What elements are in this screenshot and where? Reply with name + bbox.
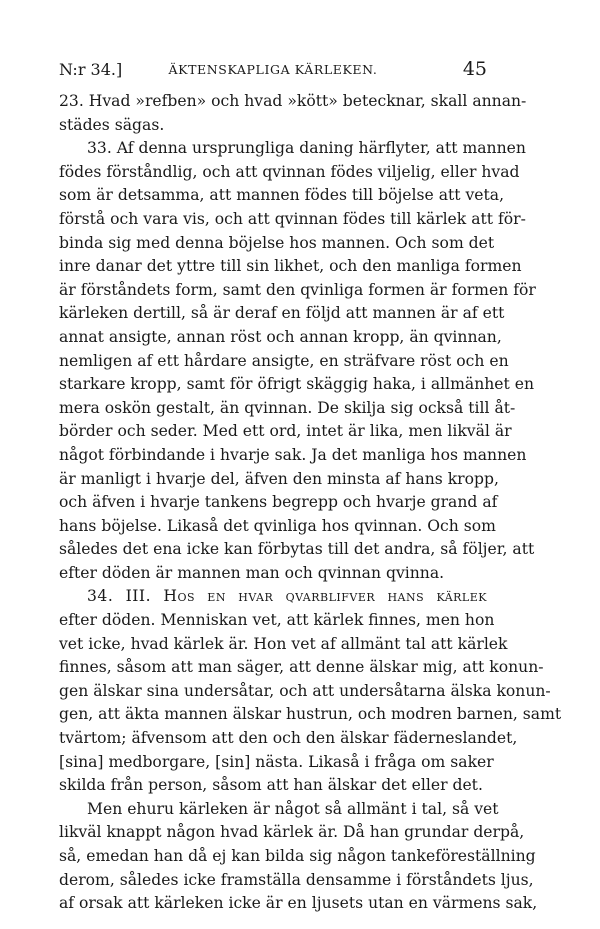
text-line: inre danar det yttre till sin likhet, och den manliga formen [59,257,522,276]
text-line: derom, således icke framställa densamme i förståndets ljus, [59,870,534,889]
text-line: födes förståndlig, och att qvinnan födes viljelig, eller hvad [59,162,520,181]
text-line: starkare kropp, samt för öfrigt skäggig haka, i allmänhet en [59,375,535,394]
text-line: är manligt i hvarje del, äfven den minsta af hans kropp, [59,469,499,488]
text-line: [sina] medborgare, [sin] nästa. Likaså i fråga om saker [59,752,494,771]
text-line: vet icke, hvad kärlek är. Hon vet af allmänt tal att kärlek [59,634,508,653]
text-line: binda sig med denna böjelse hos mannen. Och som det [59,233,495,252]
text-line: städes sägas. [59,115,165,134]
text-line: förstå och vara vis, och att qvinnan födes till kärlek att för- [59,209,526,228]
section-heading-line: 34. III. Hos en hvar qvarblifver hans kärlek [87,587,487,606]
text-line: efter döden. Menniskan vet, att kärlek finnes, men hon [59,611,495,630]
text-line: nemligen af ett hårdare ansigte, en sträfvare röst och en [59,351,509,370]
text-line: något förbindande i hvarje sak. Ja det manliga hos mannen [59,445,527,464]
text-line: börder och seder. Med ett ord, intet är lika, men likväl är [59,422,512,441]
paragraph-start-line: 33. Af denna ursprungliga daning härflyter, att mannen [87,139,526,158]
text-line: är förståndets form, samt den qvinliga formen är formen för [59,280,536,299]
paragraph-start-line: Men ehuru kärleken är något så allmänt i tal, så vet [87,799,499,818]
text-line: således det ena icke kan förbytas till det andra, så följer, att [59,540,535,559]
text-line: mera oskön gestalt, än qvinnan. De skilja sig också till åt- [59,398,516,417]
text-line: gen, att äkta mannen älskar hustrun, och modren barnen, samt [59,705,562,724]
text-line: kärleken dertill, så är deraf en följd att mannen är af ett [59,304,505,323]
text-line: hans böjelse. Likaså det qvinliga hos qvinnan. Och som [59,516,496,535]
text-line: skilda från person, såsom att han älskar det eller det. [59,776,483,795]
text-line: som är detsamma, att mannen födes till böjelse att veta, [59,186,505,205]
text-line: så, emedan han då ej kan bilda sig någon tankeföreställning [59,847,536,865]
page-number: 45 [462,58,487,80]
text-line: gen älskar sina undersåtar, och att undersåtarna älska konun- [59,681,551,700]
running-title: ÄKTENSKAPLIGA KÄRLEKEN. [168,62,378,77]
text-line: annat ansigte, annan röst och annan kropp, än qvinnan, [59,327,502,346]
text-line: likväl knappt någon hvad kärlek är. Då han grundar derpå, [59,823,525,842]
text-line: efter döden är mannen man och qvinnan qvinna. [59,563,445,582]
text-line: finnes, såsom att man säger, att denne älskar mig, att konun- [59,658,544,677]
text-line: 23. Hvad »refben» och hvad »kött» betecknar, skall annan- [59,92,527,110]
text-line: tvärtom; äfvensom att den och den älskar fäderneslandet, [59,729,518,748]
body-text [59,90,562,916]
text-line: och äfven i hvarje tankens begrepp och hvarje grand af [59,493,498,512]
running-header [59,58,487,84]
text-line: af orsak att kärleken icke är en ljusets utan en värmens sak, [59,894,538,913]
issue-number: N:r 34.] [59,60,123,79]
